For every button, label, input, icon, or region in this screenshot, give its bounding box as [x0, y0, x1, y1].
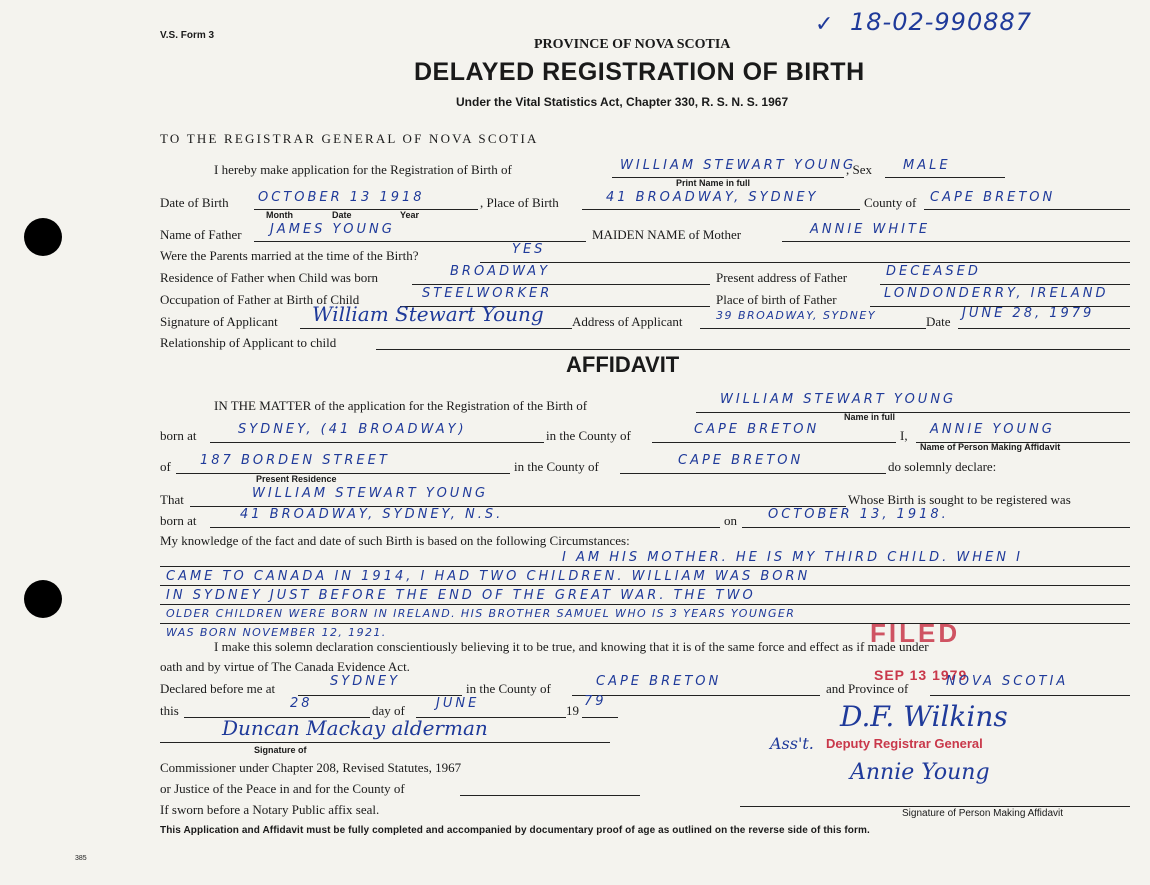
province-line	[930, 695, 1130, 696]
county-line-affidavit	[652, 442, 896, 443]
dob-value: OCTOBER 13 1918	[258, 190, 425, 205]
father-birthplace-label: Place of birth of Father	[716, 292, 837, 307]
circumstance-3: IN SYDNEY JUST BEFORE THE END OF THE GREAT WAR. THE TWO	[166, 588, 756, 603]
matter-name: WILLIAM STEWART YOUNG	[720, 392, 957, 407]
sought-label: Whose Birth is sought to be registered was	[848, 492, 1071, 507]
maiden-value: ANNIE WHITE	[810, 222, 931, 237]
declared-county-line	[572, 695, 820, 696]
residence-value: BROADWAY	[450, 264, 551, 279]
province-label: and Province of	[826, 681, 909, 696]
addressee: TO THE REGISTRAR GENERAL OF NOVA SCOTIA	[160, 131, 539, 146]
sex-value: MALE	[903, 158, 951, 173]
born-at2-line	[210, 527, 720, 528]
that-label: That	[160, 492, 184, 507]
married-value: YES	[512, 242, 546, 257]
matter-label: IN THE MATTER of the application for the Registration of the Birth of	[214, 398, 588, 413]
affidavit-county-value: CAPE BRETON	[694, 422, 820, 437]
justice-line	[460, 795, 640, 796]
sig-caption: Signature of	[254, 745, 307, 755]
form-code: 385	[75, 855, 87, 862]
this-label: this	[160, 703, 179, 718]
day-of-label: day of	[372, 703, 405, 718]
applicant-address-value: 39 BROADWAY, SYDNEY	[716, 309, 877, 322]
circ-line-4	[160, 623, 1130, 624]
month-value: JUNE	[436, 696, 480, 711]
sex-label: , Sex	[846, 162, 872, 177]
deponent-mark: Annie Young	[850, 760, 990, 785]
occupation-value: STEELWORKER	[422, 286, 553, 301]
province-heading: PROVINCE OF NOVA SCOTIA	[534, 37, 731, 52]
registration-number: 18-02-990887	[850, 8, 1033, 36]
dob-label: Date of Birth	[160, 195, 229, 210]
oath-label: oath and by virtue of The Canada Evidence Act.	[160, 659, 410, 674]
act-reference: Under the Vital Statistics Act, Chapter 330, R. S. N. S. 1967	[456, 95, 789, 109]
date-value: JUNE 28, 1979	[962, 306, 1095, 321]
applicant-signature: William Stewart Young	[312, 302, 544, 326]
filed-stamp: FILED	[870, 618, 961, 648]
residence-label: Residence of Father when Child was born	[160, 270, 379, 285]
child-name-value: WILLIAM STEWART YOUNG	[620, 158, 857, 173]
father-label: Name of Father	[160, 227, 242, 242]
registrar-initials: D.F. Wilkins	[840, 700, 1008, 733]
year-value: 79	[584, 694, 607, 709]
declared-county: CAPE BRETON	[596, 674, 722, 689]
born-at-value: SYDNEY, (41 BROADWAY)	[238, 422, 467, 437]
present-residence-caption: Present Residence	[256, 474, 337, 484]
declared-place: SYDNEY	[330, 674, 401, 689]
pob-line	[582, 209, 860, 210]
of-label: of	[160, 459, 171, 474]
on-line	[742, 527, 1130, 528]
signature-line	[300, 328, 572, 329]
registration-check: ✓	[815, 12, 834, 37]
affidavit-title: AFFIDAVIT	[566, 352, 680, 377]
pob-label: , Place of Birth	[480, 195, 559, 210]
born-at2-label: born at	[160, 513, 197, 528]
born-at2-value: 41 BROADWAY, SYDNEY, N.S.	[240, 507, 504, 522]
affidavit-residence-value: 187 BORDEN STREET	[200, 453, 390, 468]
circ-line-2	[160, 585, 1130, 586]
residence-line	[412, 284, 710, 285]
year-prefix: 19	[566, 703, 579, 718]
form-title: DELAYED REGISTRATION OF BIRTH	[414, 58, 865, 86]
notary-label: If sworn before a Notary Public affix seal.	[160, 802, 380, 817]
sex-line	[885, 177, 1005, 178]
declared-county-label: in the County of	[466, 681, 551, 696]
deponent-caption: Name of Person Making Affidavit	[920, 442, 1061, 452]
date-caption: Date	[332, 210, 352, 220]
married-line	[480, 262, 1130, 263]
name-full-caption: Name in full	[844, 412, 896, 422]
i-label: I,	[900, 428, 908, 443]
married-label: Were the Parents married at the time of the Birth?	[160, 248, 419, 263]
date-label: Date	[926, 314, 951, 329]
signature-label: Signature of Applicant	[160, 314, 278, 329]
month-caption: Month	[266, 210, 293, 220]
declared-label: Declared before me at	[160, 681, 276, 696]
relationship-line	[376, 349, 1130, 350]
applicant-address-label: Address of Applicant	[572, 314, 683, 329]
pob-value: 41 BROADWAY, SYDNEY	[606, 190, 819, 205]
deponent-sig-line	[740, 806, 1130, 807]
punch-hole-top	[24, 218, 62, 256]
affidavit-county2-value: CAPE BRETON	[678, 453, 804, 468]
father-birthplace-value: LONDONDERRY, IRELAND	[884, 286, 1109, 301]
on-label: on	[724, 513, 737, 528]
solemn-label: I make this solemn declaration conscientiously believing it to be true, and knowing that it is of the same force and effect as if made under	[214, 639, 929, 654]
born-at-label: born at	[160, 428, 197, 443]
intro-label: I hereby make application for the Registration of Birth of	[214, 162, 512, 177]
maiden-label: MAIDEN NAME of Mother	[592, 227, 742, 242]
county2-line	[620, 473, 886, 474]
present-address-value: DECEASED	[886, 264, 981, 279]
on-value: OCTOBER 13, 1918.	[768, 507, 949, 522]
applicant-address-line	[700, 328, 926, 329]
in-county-label-2: in the County of	[514, 459, 599, 474]
footer-notice: This Application and Affidavit must be fully completed and accompanied by documentary proof of age as outlined on the reverse side of this form.	[160, 825, 870, 836]
date-line	[958, 328, 1130, 329]
relationship-label: Relationship of Applicant to child	[160, 335, 337, 350]
punch-hole-bottom	[24, 580, 62, 618]
in-county-label: in the County of	[546, 428, 631, 443]
declare-label: do solemnly declare:	[888, 459, 997, 474]
print-name-caption: Print Name in full	[676, 178, 751, 188]
province-value: NOVA SCOTIA	[946, 674, 1069, 689]
circumstance-tail: WAS BORN NOVEMBER 12, 1921.	[166, 626, 387, 639]
circ-line-3	[160, 604, 1130, 605]
county-value: CAPE BRETON	[930, 190, 1056, 205]
present-address-line	[880, 284, 1130, 285]
commissioner-label: Commissioner under Chapter 208, Revised Statutes, 1967	[160, 760, 462, 775]
deponent-sig-caption: Signature of Person Making Affidavit	[902, 808, 1064, 819]
justice-label: or Justice of the Peace in and for the County of	[160, 781, 405, 796]
year-line	[582, 717, 618, 718]
residence-line-affidavit	[176, 473, 510, 474]
circumstance-4: OLDER CHILDREN WERE BORN IN IRELAND. HIS BROTHER SAMUEL WHO IS 3 YEARS YOUNGER	[166, 607, 796, 620]
assistant-mark: Ass't.	[770, 734, 814, 753]
commissioner-sig-line	[160, 742, 610, 743]
present-address-label: Present address of Father	[716, 270, 848, 285]
occupation-label: Occupation of Father at Birth of Child	[160, 292, 360, 307]
commissioner-signature: Duncan Mackay alderman	[222, 716, 488, 740]
circumstance-1: I AM HIS MOTHER. HE IS MY THIRD CHILD. WHEN I	[562, 550, 1023, 565]
form-number: V.S. Form 3	[160, 30, 215, 41]
day-value: 28	[290, 696, 313, 711]
maiden-line	[782, 241, 1130, 242]
deputy-registrar-stamp: Deputy Registrar General	[826, 736, 983, 751]
father-value: JAMES YOUNG	[270, 222, 395, 237]
circ-line-1	[160, 566, 1130, 567]
deponent-value: ANNIE YOUNG	[930, 422, 1055, 437]
circumstance-2: CAME TO CANADA IN 1914, I HAD TWO CHILDREN. WILLIAM WAS BORN	[166, 569, 811, 584]
matter-line	[696, 412, 1130, 413]
county-line	[924, 209, 1130, 210]
filed-date-stamp: SEP 13 1979	[874, 667, 968, 683]
county-label: County of	[864, 195, 917, 210]
knowledge-label: My knowledge of the fact and date of such Birth is based on the following Circumstances:	[160, 533, 630, 548]
year-caption: Year	[400, 210, 420, 220]
born-at-line	[210, 442, 544, 443]
that-value: WILLIAM STEWART YOUNG	[252, 486, 489, 501]
